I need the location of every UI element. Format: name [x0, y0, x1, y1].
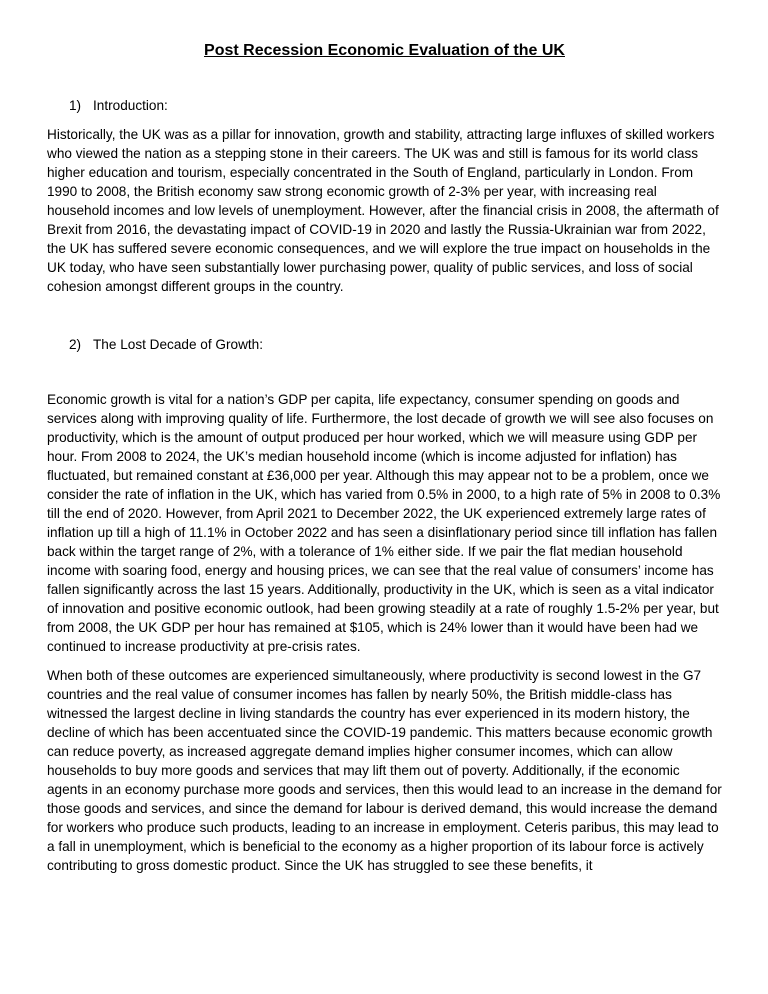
section-heading-lost-decade [47, 335, 722, 354]
document-title: Post Recession Economic Evaluation of the UK [204, 42, 565, 59]
section-heading-text: Introduction: [93, 98, 168, 113]
section-heading-text: The Lost Decade of Growth: [93, 337, 264, 352]
introduction-paragraph: Historically, the UK was as a pillar for innovation, growth and stability, attracting large influxes of skilled workers who viewed the nation as a stepping stone in their careers. The UK was and still is famous for its world class higher education and tourism, especially concentrated in the South of England, particularly in London. From 1990 to 2008, the British economy saw strong economic growth of 2-3% per year, with increasing real household incomes and low levels of unemployment. However, after the financial crisis in 2008, the aftermath of Brexit from 2016, the devastating impact of COVID-19 in 2020 and lastly the Russia-Ukrainian war from 2022, the UK has suffered severe economic consequences, and we will explore the true impact on households in the UK today, who have seen substantially lower purchasing power, quality of public services, and loss of social cohesion amongst different groups in the country. [47, 127, 719, 294]
section-heading-introduction [47, 96, 722, 115]
section-number: 1) [69, 98, 82, 113]
section-number: 2) [69, 337, 82, 352]
lost-decade-paragraph-2: When both of these outcomes are experienced simultaneously, where productivity is second lowest in the G7 countries and the real value of consumer incomes has fallen by nearly 50%, the British middle-class has witnessed the largest decline in living standards the country has ever experienced in its modern history, the decline of which has been accentuated since the COVID-19 pandemic. This matters because economic growth can reduce poverty, as increased aggregate demand implies higher consumer incomes, which can allow households to buy more goods and services that may lift them out of poverty. Additionally, if the economic agents in an economy purchase more goods and services, then this would lead to an increase in the demand for those goods and services, and since the demand for labour is derived demand, this would increase the demand for workers who produce such products, leading to an increase in employment. Ceteris paribus, this may lead to a fall in unemployment, which is beneficial to the economy as a higher proportion of its labour force is actively contributing to gross domestic product. Since the UK has struggled to see these benefits, it [47, 668, 722, 873]
lost-decade-paragraph-1: Economic growth is vital for a nation’s GDP per capita, life expectancy, consumer spending on goods and services along with improving quality of life. Furthermore, the lost decade of growth we will see also focuses on productivity, which is the amount of output produced per hour worked, which we will measure using GDP per hour. From 2008 to 2024, the UK’s median household income (which is income adjusted for inflation) has fluctuated, but remained constant at £36,000 per year. Although this may appear not to be a problem, once we consider the rate of inflation in the UK, which has varied from 0.5% in 2000, to a high rate of 5% in 2008 to 0.3% till the end of 2020. However, from April 2021 to December 2022, the UK experienced extremely large rates of inflation up till a high of 11.1% in October 2022 and has seen a disinflationary period since till inflation has fallen back within the target range of 2%, with a tolerance of 1% either side. If we pair the flat median household income with soaring food, energy and housing prices, we can see that the real value of consumers’ income has fallen significantly across the last 15 years. Additionally, productivity in the UK, which is seen as a vital indicator of innovation and positive economic outlook, had been growing steadily at a rate of roughly 1.5-2% per year, but from 2008, the UK GDP per hour has remained at $105, which is 24% lower than it would have been had we continued to increase productivity at pre-crisis rates. [47, 392, 721, 654]
